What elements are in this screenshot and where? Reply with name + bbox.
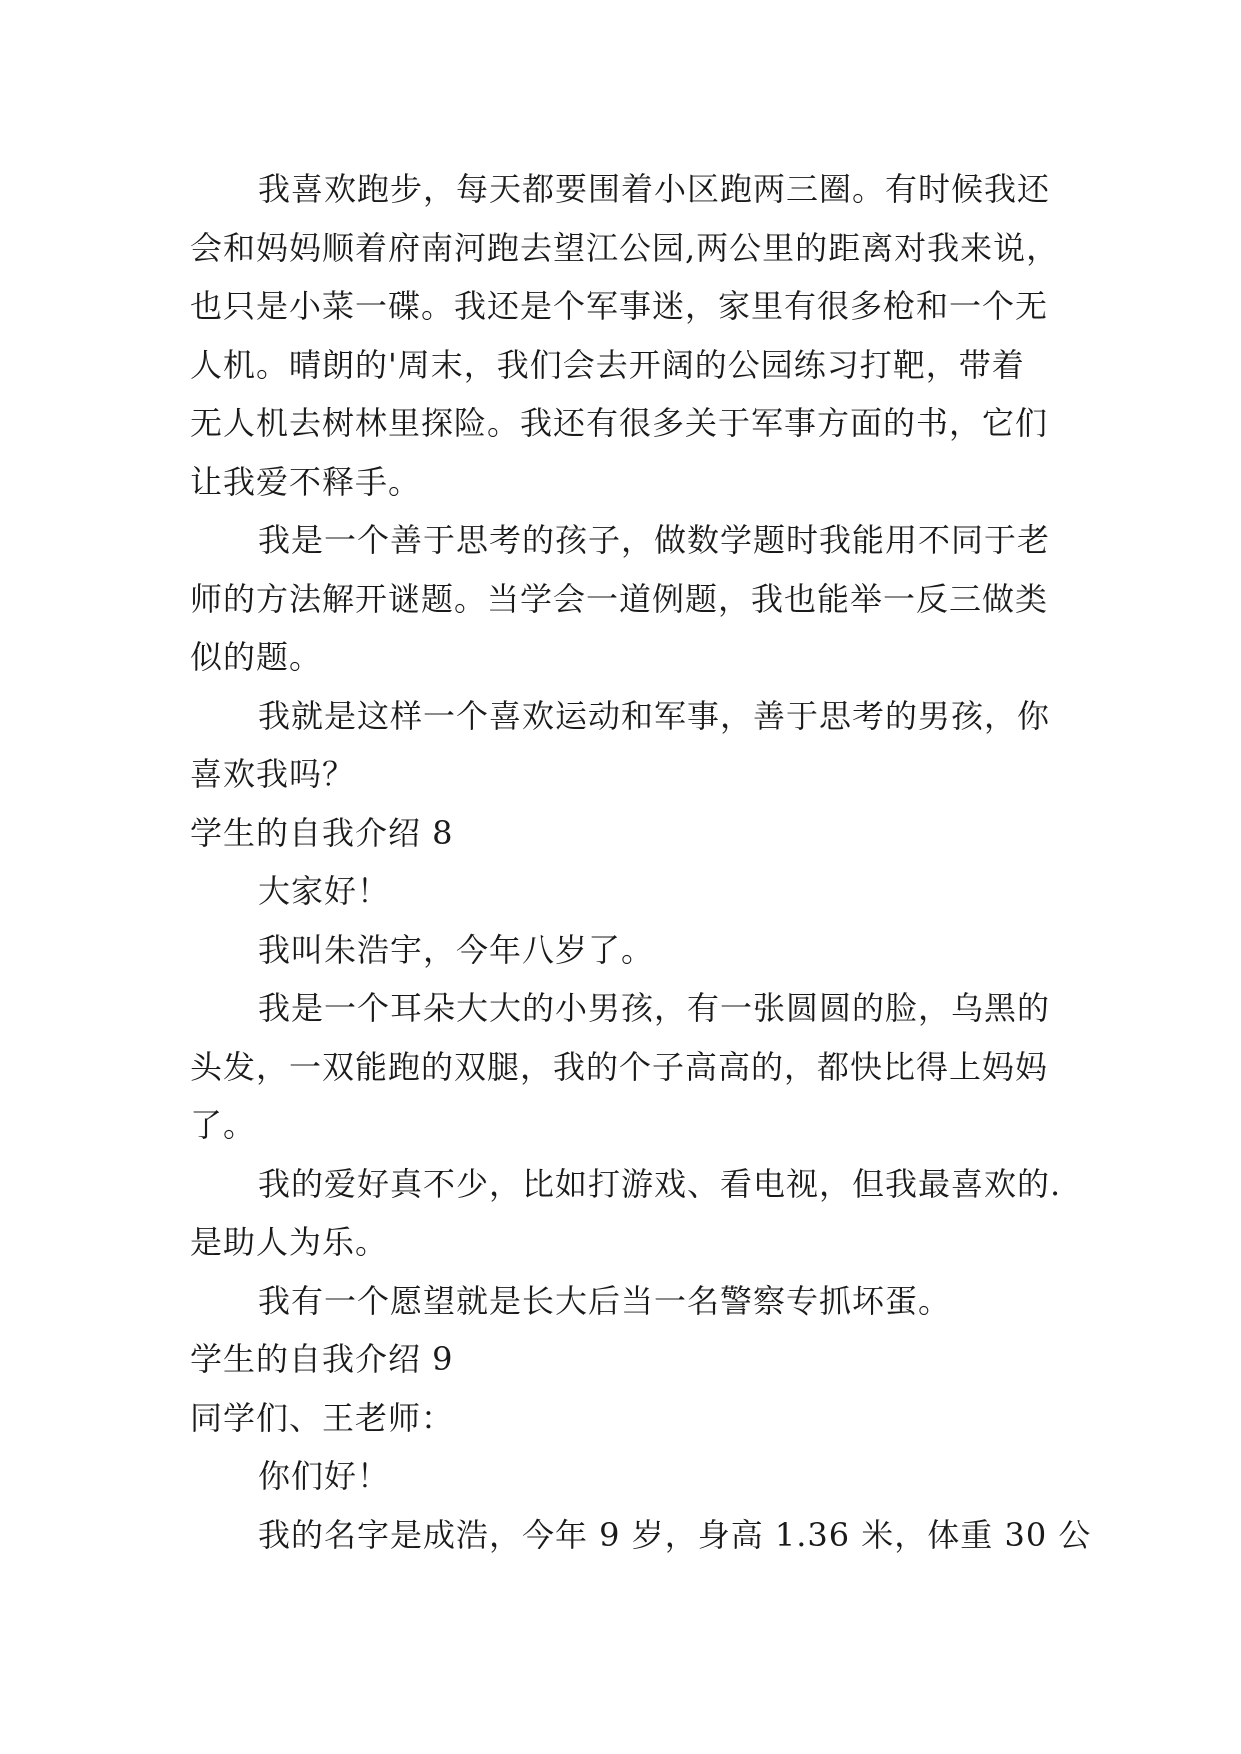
greeting-line: 大家好！ [258,872,391,910]
paragraph-line: 喜欢我吗？ [190,755,356,793]
paragraph-line: 似的题。 [190,638,323,676]
paragraph-line: 我是一个善于思考的孩子，做数学题时我能用不同于老 [258,521,1051,559]
paragraph-line: 我叫朱浩宇，今年八岁了。 [258,930,655,969]
paragraph-line: 我的名字是成浩，今年 9 岁，身高 1.36 米，体重 30 公 [258,1515,1092,1554]
greeting-line: 你们好！ [258,1457,391,1495]
document-body [190,160,1092,1564]
paragraph-line: 会和妈妈顺着府南河跑去望江公园,两公里的距离对我来说， [190,228,1060,267]
paragraph-line: 头发，一双能跑的双腿，我的个子高高的，都快比得上妈妈 [190,1047,1049,1086]
paragraph-line: 我喜欢跑步，每天都要围着小区跑两三圈。有时候我还 [258,170,1051,208]
paragraph-line: 了。 [190,1106,257,1144]
paragraph-line: 也只是小菜一碟。我还是个军事迷，家里有很多枪和一个无 [190,287,1049,325]
paragraph-line: 我是一个耳朵大大的小男孩，有一张圆圆的脸，乌黑的 [258,989,1051,1027]
paragraph-line: 人机。晴朗的'周末，我们会去开阔的公园练习打靶，带着 [190,345,1025,384]
paragraph-line: 让我爱不释手。 [190,462,422,501]
section-heading: 学生的自我介绍 9 [190,1340,454,1378]
paragraph-line: 我就是这样一个喜欢运动和军事，善于思考的男孩，你 [258,696,1051,735]
paragraph-line: 我有一个愿望就是长大后当一名警察专抓坏蛋。 [258,1281,952,1320]
paragraph-line: 无人机去树林里探险。我还有很多关于军事方面的书，它们 [190,404,1049,442]
paragraph-line: 师的方法解开谜题。当学会一道例题，我也能举一反三做类 [190,579,1049,618]
salutation-line: 同学们、王老师： [190,1398,455,1437]
section-heading: 学生的自我介绍 8 [190,813,454,852]
paragraph-line: 我的爱好真不少，比如打游戏、看电视，但我最喜欢的. [258,1164,1062,1203]
paragraph-line: 是助人为乐。 [190,1223,389,1261]
